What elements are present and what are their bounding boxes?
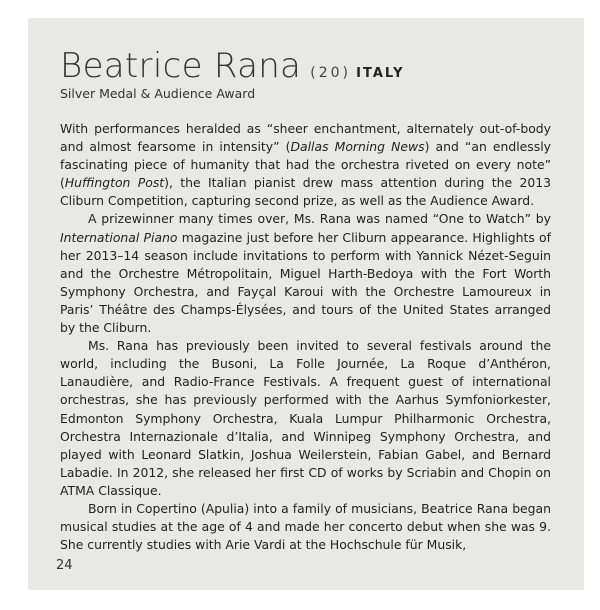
biography-paragraph <box>60 337 551 500</box>
artist-name: Beatrice Rana <box>60 46 302 86</box>
text-run: With performances heralded as “sheer enchantment, alternately out-of-body and almost fearsome in intensity” ( <box>60 121 551 155</box>
artist-heading <box>60 46 405 86</box>
text-run: ) and “an endlessly fascinating piece of humanity that had the orchestra riveted on every note” ( <box>60 139 551 191</box>
text-run: Ms. Rana has previously been invited to several festivals around the world, including the Busoni, La Folle Journée, La Roque d’Anthéron, Lanaudière, and Radio-France Festivals. A frequent guest of international orchestras, she has previously performed with the Aarhus Symfoniorkester, Edmonton Symphony Orchestra, Kuala Lumpur Philharmonic Orchestra, Orchestra Internazionale d’Italia, and Winnipeg Symphony Orchestra, and played with Leonard Slatkin, Joshua Weilerstein, Fabian Gabel, and Bernard Labadie. In 2012, she released her first CD of works by Scriabin and Chopin on ATMA Classique. <box>60 338 551 498</box>
page-number: 24 <box>56 558 73 573</box>
biography-paragraph <box>60 500 551 554</box>
artist-age: (20) <box>310 65 352 81</box>
artist-country: ITALY <box>356 66 405 81</box>
award-subtitle: Silver Medal & Audience Award <box>60 86 256 101</box>
text-run: magazine just before her Cliburn appearance. Highlights of her 2013–14 season include invitations to perform with Yannick Nézet-Seguin and the Orchestre Métropolitain, Miguel Harth-Bedoya with the Fort Worth Symphony Orchestra, and Fayçal Karoui with the Orchestre Lamoureux in Paris’ Théâtre des Champs-Élysées, and tours of the United States arranged by the Cliburn. <box>60 229 551 336</box>
booklet-page <box>28 18 584 590</box>
text-run: A prizewinner many times over, Ms. Rana was named “One to Watch” by <box>88 211 551 227</box>
publication-name: Huffington Post <box>64 175 165 191</box>
biography-paragraph <box>60 210 551 337</box>
text-run: Born in Copertino (Apulia) into a family of musicians, Beatrice Rana began musical studies at the age of 4 and made her concerto debut when she was 9. She currently studies with Arie Vardi at the Hochschule für Musik, <box>60 500 551 553</box>
text-run: ), the Italian pianist drew mass attention during the 2013 Cliburn Competition, capturing second prize, as well as the Audience Award. <box>60 175 551 209</box>
publication-name: Dallas Morning News <box>290 139 425 155</box>
biography-text <box>60 120 551 554</box>
publication-name: International Piano <box>60 229 178 245</box>
biography-paragraph <box>60 120 551 210</box>
